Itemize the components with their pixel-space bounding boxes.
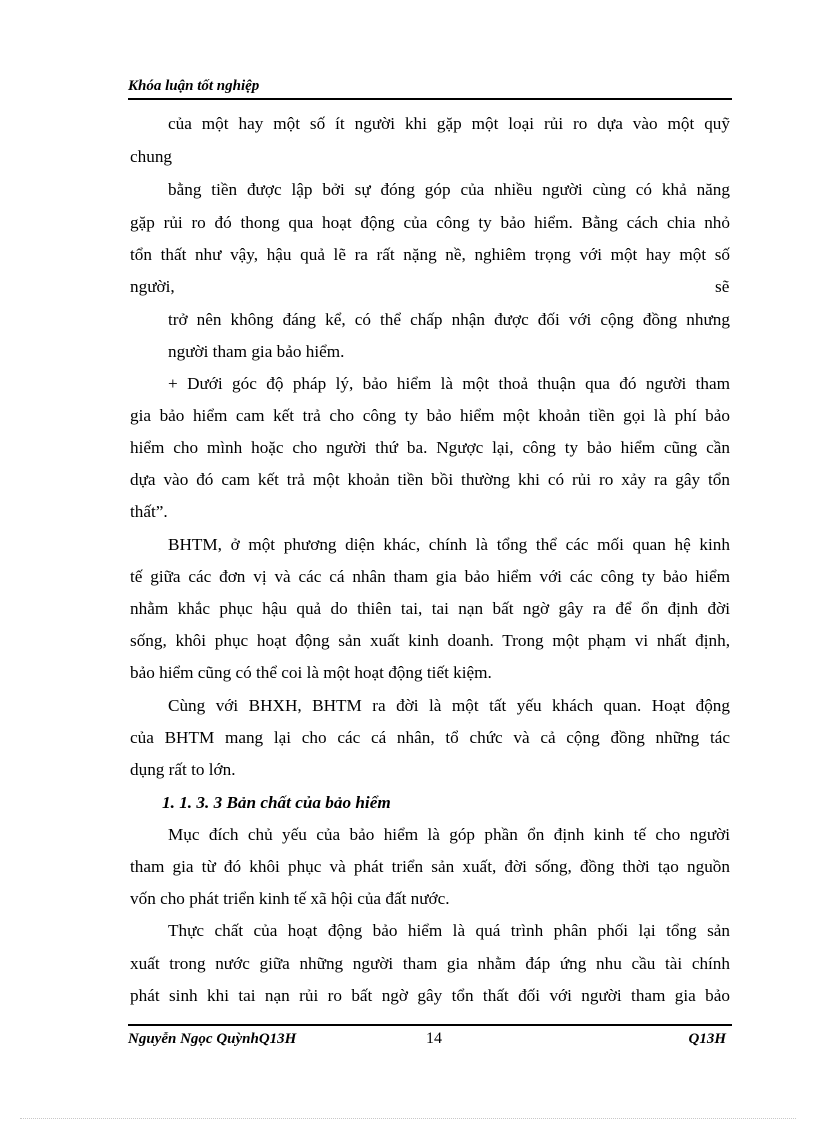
text-line: gặp rủi ro đó thong qua hoạt động của công ty bảo hiểm. Bằng cách chia nhỏ [130, 213, 730, 232]
text-line: dựa vào đó cam kết trả một khoản tiền bồi thường khi có rủi ro xảy ra gây tổn [130, 470, 730, 489]
text-line: sẽ [715, 277, 730, 296]
text-line: xuất trong nước giữa những người tham gia nhằm đáp ứng nhu cầu tài chính [130, 954, 730, 973]
text-line: hiểm cho mình hoặc cho người thứ ba. Ngược lại, công ty bảo hiểm cũng cần [130, 438, 730, 457]
page-footer [128, 1024, 732, 1050]
text-line: BHTM, ở một phương diện khác, chính là tổng thể các mối quan hệ kinh [168, 535, 730, 554]
text-line: trở nên không đáng kể, có thể chấp nhận được đối với cộng đồng nhưng [168, 310, 730, 329]
text-line: của BHTM mang lại cho các cá nhân, tổ chức và cả cộng đồng những tác [130, 728, 730, 747]
text-line: tham gia từ đó khôi phục và phát triển sản xuất, đời sống, đồng thời tạo nguồn [130, 857, 730, 876]
text-line: thất”. [130, 502, 168, 521]
footer-class-code: Q13H [688, 1031, 726, 1047]
text-line: người, [130, 277, 175, 296]
page-bottom-divider [20, 1118, 796, 1119]
text-line: + Dưới góc độ pháp lý, bảo hiểm là một thoả thuận qua đó người tham [168, 374, 730, 393]
page-number: 14 [426, 1030, 442, 1047]
text-line: Mục đích chủ yếu của bảo hiểm là góp phần ổn định kinh tế cho người [168, 825, 730, 844]
text-line: gia bảo hiểm cam kết trả cho công ty bảo hiểm một khoản tiền gọi là phí bảo [130, 406, 730, 425]
text-line: sống, khôi phục hoạt động sản xuất kinh doanh. Trong một phạm vi nhất định, [130, 631, 730, 650]
text-line: bảo hiểm cũng có thể coi là một hoạt động tiết kiệm. [130, 663, 492, 682]
text-line: vốn cho phát triển kinh tế xã hội của đất nước. [130, 889, 450, 908]
text-line: tế giữa các đơn vị và các cá nhân tham gia bảo hiểm với các công ty bảo hiểm [130, 567, 730, 586]
header-title: Khóa luận tốt nghiệp [128, 78, 260, 94]
text-line: nhằm khắc phục hậu quả do thiên tai, tai nạn bất ngờ gây ra để ổn định đời [130, 599, 730, 618]
text-line: Cùng với BHXH, BHTM ra đời là một tất yếu khách quan. Hoạt động [168, 696, 730, 715]
text-line: người tham gia bảo hiểm. [168, 342, 345, 361]
footer-author: Nguyễn Ngọc QuỳnhQ13H [128, 1031, 297, 1047]
text-line: phát sinh khi tai nạn rủi ro bất ngờ gây tổn thất đối với người tham gia bảo [130, 986, 730, 1005]
text-line: dụng rất to lớn. [130, 760, 236, 779]
text-line: của một hay một số ít người khi gặp một loại rủi ro dựa vào một quỹ [168, 114, 730, 133]
text-line: bằng tiền được lập bởi sự đóng góp của nhiều người cùng có khả năng [168, 180, 730, 199]
text-line: chung [130, 147, 173, 166]
text-line: Thực chất của hoạt động bảo hiểm là quá trình phân phối lại tổng sản [168, 921, 730, 940]
page-header [128, 76, 732, 100]
section-heading: 1. 1. 3. 3 Bản chất của bảo hiểm [162, 793, 391, 812]
text-line: tổn thất như vậy, hậu quả lẽ ra rất nặng nề, nghiêm trọng với một hay một số [130, 245, 730, 264]
